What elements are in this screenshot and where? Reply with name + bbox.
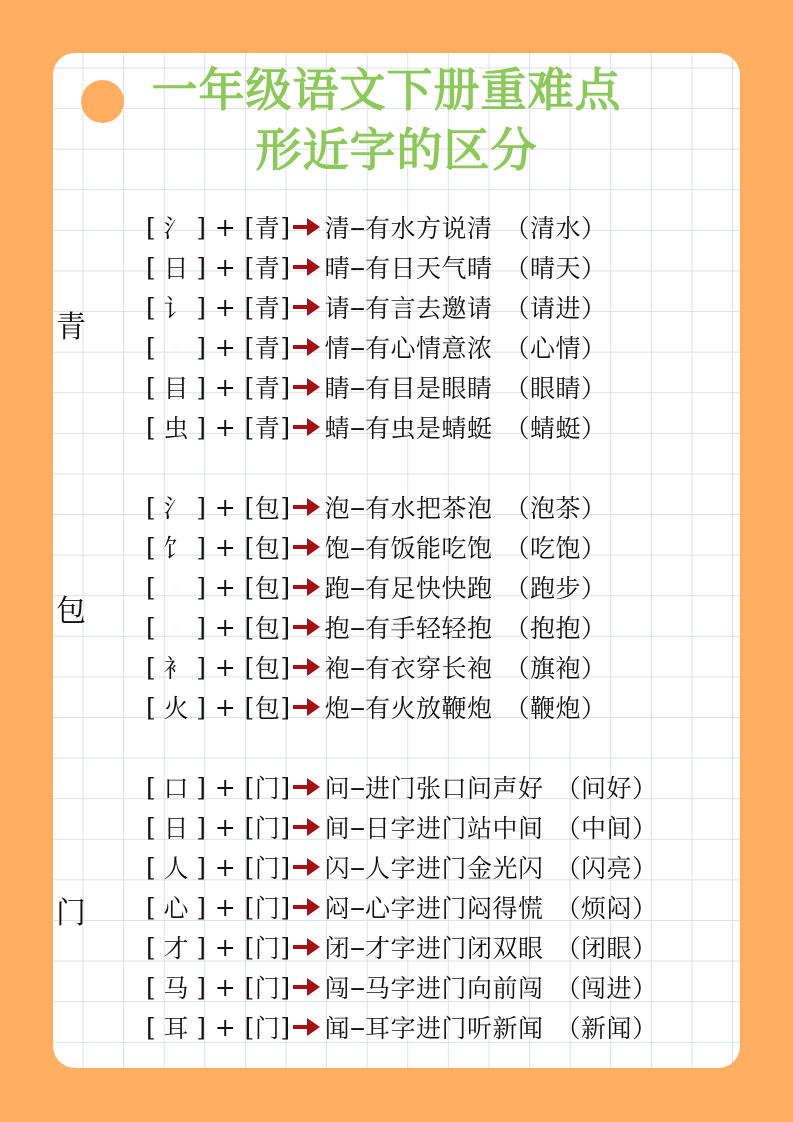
right-bracket: ] [196, 892, 207, 922]
left-bracket: [ [146, 372, 157, 402]
arrow-right-icon [293, 1015, 323, 1039]
arrow-right-icon [293, 295, 323, 319]
arrow-right-icon [293, 215, 323, 239]
base-character: 门 [254, 974, 281, 1003]
left-bracket: [ [244, 332, 255, 362]
group-label: 门 [56, 896, 86, 931]
base-character: 青 [254, 214, 281, 243]
arrow-right-icon [293, 775, 323, 799]
example-word: （泡茶） [504, 494, 607, 523]
dash: -- [350, 972, 363, 1002]
radical: · [174, 582, 178, 592]
dash: -- [350, 212, 363, 242]
arrow-right-icon [293, 855, 323, 879]
arrow-right-icon [293, 535, 323, 559]
left-bracket: [ [244, 572, 255, 602]
left-bracket: [ [146, 332, 157, 362]
mnemonic-phrase: 有日天气晴 [365, 254, 493, 283]
arrow-right-icon [293, 975, 323, 999]
mnemonic-phrase: 马字进门向前闯 [365, 974, 544, 1003]
plus-sign: + [214, 692, 237, 722]
arrow-right-icon [293, 375, 323, 399]
right-bracket: ] [280, 212, 291, 242]
right-bracket: ] [280, 652, 291, 682]
result-character: 情 [324, 334, 351, 363]
radical: 耳 [163, 1014, 190, 1043]
mnemonic-phrase: 有火放鞭炮 [365, 694, 493, 723]
result-character: 晴 [324, 254, 351, 283]
right-bracket: ] [196, 492, 207, 522]
dash: -- [350, 612, 363, 642]
radical: 心 [163, 894, 190, 923]
base-character: 包 [254, 694, 281, 723]
plus-sign: + [214, 932, 237, 962]
plus-sign: + [214, 972, 237, 1002]
right-bracket: ] [280, 852, 291, 882]
character-row [146, 887, 658, 927]
right-bracket: ] [196, 252, 207, 282]
right-bracket: ] [280, 612, 291, 642]
left-bracket: [ [244, 532, 255, 562]
character-row [146, 647, 607, 687]
right-bracket: ] [280, 332, 291, 362]
radical: 火 [163, 694, 190, 723]
plus-sign: + [214, 252, 237, 282]
plus-sign: + [214, 212, 237, 242]
right-bracket: ] [280, 1012, 291, 1042]
character-row [146, 687, 607, 727]
dash: -- [350, 252, 363, 282]
base-character: 青 [254, 374, 281, 403]
right-bracket: ] [280, 932, 291, 962]
right-bracket: ] [196, 532, 207, 562]
left-bracket: [ [244, 852, 255, 882]
page-title: 一年级语文下册重难点 [151, 63, 622, 117]
left-bracket: [ [146, 972, 157, 1002]
right-bracket: ] [196, 572, 207, 602]
left-bracket: [ [146, 612, 157, 642]
base-character: 门 [254, 1014, 281, 1043]
left-bracket: [ [146, 212, 157, 242]
plus-sign: + [214, 372, 237, 402]
right-bracket: ] [196, 852, 207, 882]
group-label: 包 [56, 594, 86, 629]
dash: -- [350, 812, 363, 842]
mnemonic-phrase: 有水把茶泡 [365, 494, 493, 523]
result-character: 清 [324, 214, 351, 243]
left-bracket: [ [244, 812, 255, 842]
mnemonic-phrase: 才字进门闭双眼 [365, 934, 544, 963]
arrow-right-icon [293, 255, 323, 279]
left-bracket: [ [244, 772, 255, 802]
base-character: 门 [254, 774, 281, 803]
character-row [146, 927, 658, 967]
result-character: 袍 [324, 654, 351, 683]
arrow-right-icon [293, 415, 323, 439]
base-character: 门 [254, 814, 281, 843]
example-word: （闯进） [555, 974, 658, 1003]
radical: 氵 [163, 214, 190, 243]
arrow-right-icon [293, 815, 323, 839]
example-word: （眼睛） [504, 374, 607, 403]
right-bracket: ] [196, 612, 207, 642]
mnemonic-phrase: 有言去邀请 [365, 294, 493, 323]
result-character: 闻 [324, 1014, 351, 1043]
dash: -- [350, 932, 363, 962]
character-row [146, 567, 607, 607]
result-character: 问 [324, 774, 351, 803]
left-bracket: [ [146, 892, 157, 922]
left-bracket: [ [244, 292, 255, 322]
base-character: 包 [254, 614, 281, 643]
radical: 衤 [163, 654, 190, 683]
character-row [146, 847, 658, 887]
radical: 人 [163, 854, 190, 883]
dash: -- [350, 572, 363, 602]
radical: 日 [163, 254, 190, 283]
dash: -- [350, 892, 363, 922]
page-subtitle: 形近字的区分 [255, 123, 538, 177]
result-character: 闷 [324, 894, 351, 923]
right-bracket: ] [280, 252, 291, 282]
radical: 马 [163, 974, 190, 1003]
example-word: （清水） [504, 214, 607, 243]
arrow-right-icon [293, 615, 323, 639]
right-bracket: ] [196, 1012, 207, 1042]
radical: 日 [163, 814, 190, 843]
dash: -- [350, 292, 363, 322]
mnemonic-phrase: 有足快快跑 [365, 574, 493, 603]
arrow-right-icon [293, 695, 323, 719]
mnemonic-phrase: 心字进门闷得慌 [365, 894, 544, 923]
mnemonic-phrase: 有水方说清 [365, 214, 493, 243]
left-bracket: [ [244, 252, 255, 282]
character-row [146, 807, 658, 847]
result-character: 请 [324, 294, 351, 323]
left-bracket: [ [244, 212, 255, 242]
dash: -- [350, 772, 363, 802]
result-character: 闯 [324, 974, 351, 1003]
result-character: 跑 [324, 574, 351, 603]
arrow-right-icon [293, 895, 323, 919]
result-character: 蜻 [324, 414, 351, 443]
plus-sign: + [214, 572, 237, 602]
right-bracket: ] [280, 292, 291, 322]
character-row [146, 367, 607, 407]
radical: 口 [163, 774, 190, 803]
right-bracket: ] [196, 932, 207, 962]
example-word: （抱抱） [504, 614, 607, 643]
mnemonic-phrase: 耳字进门听新闻 [365, 1014, 544, 1043]
dash: -- [350, 852, 363, 882]
base-character: 门 [254, 934, 281, 963]
right-bracket: ] [196, 332, 207, 362]
right-bracket: ] [196, 652, 207, 682]
right-bracket: ] [280, 692, 291, 722]
example-word: （鞭炮） [504, 694, 607, 723]
plus-sign: + [214, 292, 237, 322]
result-character: 泡 [324, 494, 351, 523]
right-bracket: ] [196, 212, 207, 242]
dash: -- [350, 372, 363, 402]
left-bracket: [ [244, 892, 255, 922]
plus-sign: + [214, 772, 237, 802]
left-bracket: [ [244, 612, 255, 642]
base-character: 包 [254, 534, 281, 563]
character-row [146, 1007, 658, 1047]
radical: 虫 [163, 414, 190, 443]
left-bracket: [ [146, 492, 157, 522]
character-row [146, 527, 607, 567]
plus-sign: + [214, 492, 237, 522]
base-character: 青 [254, 334, 281, 363]
left-bracket: [ [146, 692, 157, 722]
left-bracket: [ [146, 532, 157, 562]
mnemonic-phrase: 有衣穿长袍 [365, 654, 493, 683]
character-row [146, 607, 607, 647]
left-bracket: [ [146, 572, 157, 602]
arrow-right-icon [293, 495, 323, 519]
plus-sign: + [214, 532, 237, 562]
left-bracket: [ [244, 1012, 255, 1042]
mnemonic-phrase: 有手轻轻抱 [365, 614, 493, 643]
group-label: 青 [56, 310, 86, 345]
arrow-right-icon [293, 335, 323, 359]
right-bracket: ] [280, 412, 291, 442]
arrow-right-icon [293, 575, 323, 599]
example-word: （旗袍） [504, 654, 607, 683]
result-character: 闪 [324, 854, 351, 883]
radical: 才 [163, 934, 190, 963]
mnemonic-phrase: 有饭能吃饱 [365, 534, 493, 563]
dash: -- [350, 1012, 363, 1042]
dash: -- [350, 492, 363, 522]
arrow-right-icon [293, 655, 323, 679]
left-bracket: [ [244, 932, 255, 962]
plus-sign: + [214, 1012, 237, 1042]
base-character: 青 [254, 254, 281, 283]
right-bracket: ] [280, 972, 291, 1002]
base-character: 包 [254, 494, 281, 523]
plus-sign: + [214, 412, 237, 442]
plus-sign: + [214, 812, 237, 842]
radical: · [174, 622, 178, 632]
left-bracket: [ [146, 772, 157, 802]
left-bracket: [ [244, 972, 255, 1002]
right-bracket: ] [196, 292, 207, 322]
left-bracket: [ [244, 492, 255, 522]
character-row [146, 767, 658, 807]
radical: · [174, 342, 178, 352]
result-character: 饱 [324, 534, 351, 563]
left-bracket: [ [244, 372, 255, 402]
example-word: （中间） [555, 814, 658, 843]
right-bracket: ] [280, 772, 291, 802]
left-bracket: [ [146, 812, 157, 842]
character-row [146, 967, 658, 1007]
base-character: 门 [254, 894, 281, 923]
plus-sign: + [214, 892, 237, 922]
left-bracket: [ [146, 292, 157, 322]
example-word: （问好） [555, 774, 658, 803]
character-row [146, 327, 607, 367]
right-bracket: ] [196, 372, 207, 402]
plus-sign: + [214, 612, 237, 642]
mnemonic-phrase: 日字进门站中间 [365, 814, 544, 843]
mnemonic-phrase: 有心情意浓 [365, 334, 493, 363]
example-word: （心情） [504, 334, 607, 363]
character-row [146, 487, 607, 527]
example-word: （蜻蜓） [504, 414, 607, 443]
character-row [146, 287, 607, 327]
mnemonic-phrase: 人字进门金光闪 [365, 854, 544, 883]
left-bracket: [ [146, 852, 157, 882]
right-bracket: ] [280, 532, 291, 562]
mnemonic-phrase: 有目是眼睛 [365, 374, 493, 403]
base-character: 青 [254, 414, 281, 443]
base-character: 包 [254, 654, 281, 683]
left-bracket: [ [146, 1012, 157, 1042]
plus-sign: + [214, 852, 237, 882]
dash: -- [350, 652, 363, 682]
dash: -- [350, 332, 363, 362]
example-word: （烦闷） [555, 894, 658, 923]
example-word: （闭眼） [555, 934, 658, 963]
mnemonic-phrase: 有虫是蜻蜓 [365, 414, 493, 443]
arrow-right-icon [293, 935, 323, 959]
right-bracket: ] [196, 972, 207, 1002]
left-bracket: [ [244, 412, 255, 442]
left-bracket: [ [146, 252, 157, 282]
right-bracket: ] [196, 772, 207, 802]
dash: -- [350, 532, 363, 562]
right-bracket: ] [280, 492, 291, 522]
right-bracket: ] [280, 572, 291, 602]
result-character: 炮 [324, 694, 351, 723]
mnemonic-phrase: 进门张口问声好 [365, 774, 544, 803]
dash: -- [350, 412, 363, 442]
character-row [146, 407, 607, 447]
example-word: （新闻） [555, 1014, 658, 1043]
example-word: （跑步） [504, 574, 607, 603]
result-character: 抱 [324, 614, 351, 643]
base-character: 包 [254, 574, 281, 603]
left-bracket: [ [244, 652, 255, 682]
right-bracket: ] [280, 812, 291, 842]
base-character: 青 [254, 294, 281, 323]
example-word: （闪亮） [555, 854, 658, 883]
character-row [146, 247, 607, 287]
left-bracket: [ [146, 932, 157, 962]
right-bracket: ] [280, 372, 291, 402]
plus-sign: + [214, 652, 237, 682]
dash: -- [350, 692, 363, 722]
right-bracket: ] [196, 812, 207, 842]
result-character: 睛 [324, 374, 351, 403]
radical: 氵 [163, 494, 190, 523]
result-character: 闭 [324, 934, 351, 963]
radical: 讠 [163, 294, 190, 323]
example-word: （晴天） [504, 254, 607, 283]
character-row [146, 207, 607, 247]
base-character: 门 [254, 854, 281, 883]
right-bracket: ] [196, 692, 207, 722]
plus-sign: + [214, 332, 237, 362]
left-bracket: [ [146, 412, 157, 442]
right-bracket: ] [280, 892, 291, 922]
result-character: 间 [324, 814, 351, 843]
left-bracket: [ [146, 652, 157, 682]
radical: 饣 [163, 534, 190, 563]
left-bracket: [ [244, 692, 255, 722]
example-word: （请进） [504, 294, 607, 323]
radical: 目 [163, 374, 190, 403]
right-bracket: ] [196, 412, 207, 442]
example-word: （吃饱） [504, 534, 607, 563]
